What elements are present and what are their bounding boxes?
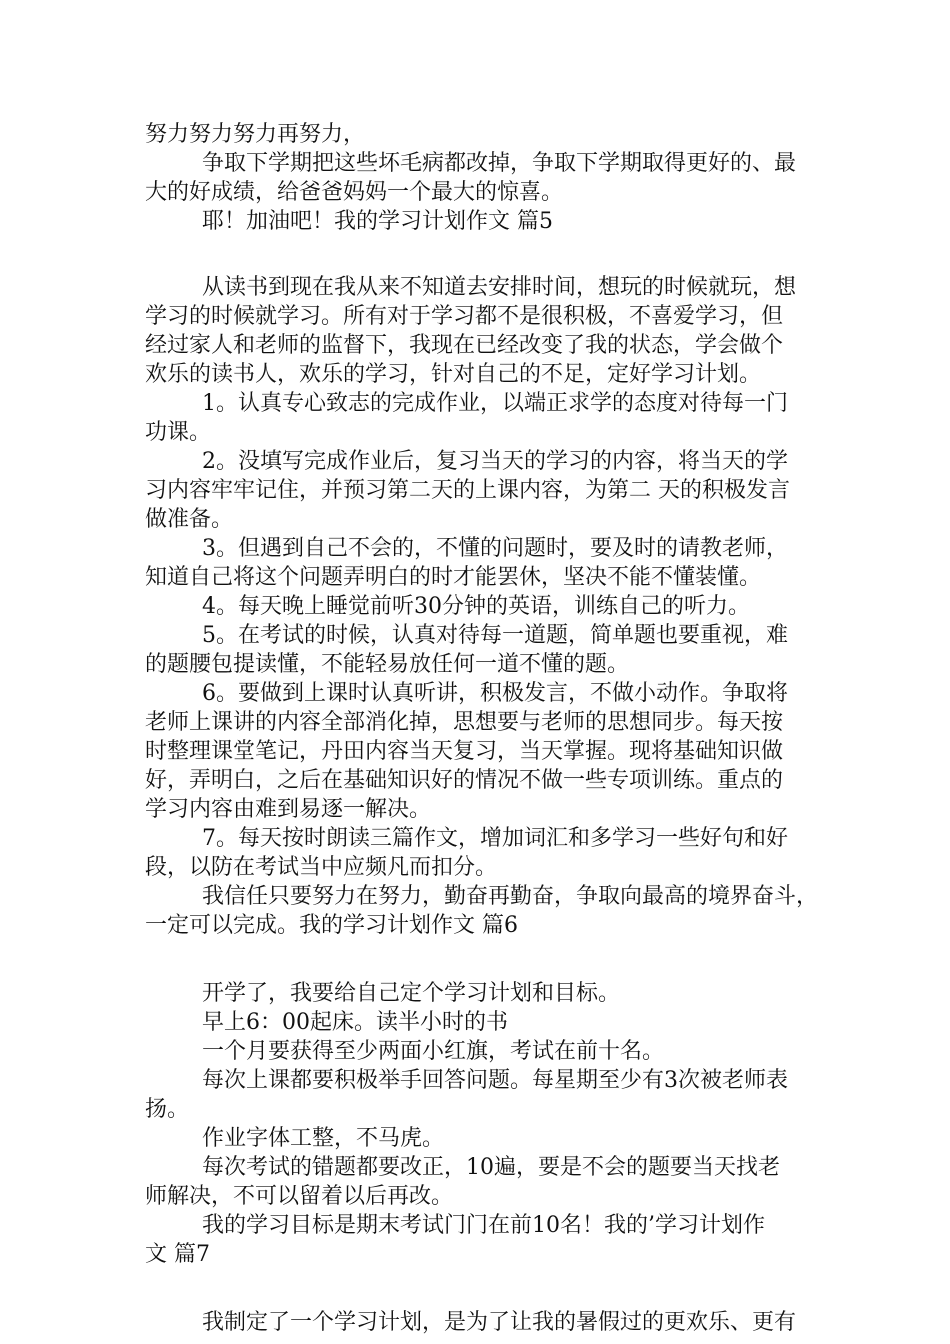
text-line: 耶！加油吧！我的学习计划作文 篇5 [202, 209, 553, 234]
text-line: 一定可以完成。我的学习计划作文 篇6 [145, 913, 518, 938]
text-line: 努力努力努力再努力， [145, 122, 366, 147]
text-line: 从读书到现在我从来不知道去安排时间，想玩的时候就玩，想 [202, 275, 797, 300]
text-line: 3。但遇到自己不会的，不懂的问题时，要及时的请教老师， [202, 536, 788, 561]
text-line: 作业字体工整，不马虎。 [202, 1126, 445, 1151]
text-line: 文 篇7 [145, 1242, 210, 1267]
text-line: 做准备。 [145, 507, 234, 532]
text-line: 1。认真专心致志的完成作业，以端正求学的态度对待每一门 [202, 391, 788, 416]
text-line: 学习内容由难到易逐一解决。 [145, 797, 432, 822]
text-line: 大的好成绩，给爸爸妈妈一个最大的惊喜。 [145, 180, 564, 205]
text-line: 段，以防在考试当中应频凡而扣分。 [145, 855, 498, 880]
text-line: 一个月要获得至少两面小红旗，考试在前十名。 [202, 1039, 665, 1064]
text-line: 学习的时候就学习。所有对于学习都不是很积极，不喜爱学习，但 [145, 304, 784, 329]
text-line: 2。没填写完成作业后，复习当天的学习的内容，将当天的学 [202, 449, 788, 474]
text-line: 争取下学期把这些坏毛病都改掉，争取下学期取得更好的、最 [202, 151, 797, 176]
text-line: 早上6：00起床。读半小时的书 [202, 1010, 508, 1035]
text-line: 老师上课讲的内容全部消化掉，思想要与老师的思想同步。每天按 [145, 710, 784, 735]
text-line: 我信任只要努力在努力，勤奋再勤奋，争取向最高的境界奋斗， [202, 884, 819, 909]
text-line: 师解决，不可以留着以后再改。 [145, 1184, 454, 1209]
text-line: 5。在考试的时候，认真对待每一道题，简单题也要重视，难 [202, 623, 788, 648]
text-line: 每次考试的错题都要改正，10遍，要是不会的题要当天找老 [202, 1155, 780, 1180]
text-line: 习内容牢牢记住，并预习第二天的上课内容，为第二 天的积极发言 [145, 478, 790, 503]
text-line: 时整理课堂笔记，丹田内容当天复习，当天掌握。现将基础知识做 [145, 739, 784, 764]
text-line: 好，弄明白，之后在基础知识好的情况不做一些专项训练。重点的 [145, 768, 784, 793]
text-line: 6。要做到上课时认真听讲，积极发言，不做小动作。争取将 [202, 681, 788, 706]
text-line: 扬。 [145, 1097, 190, 1122]
text-line: 每次上课都要积极举手回答问题。每星期至少有3次被老师表 [202, 1068, 788, 1093]
text-line: 知道自己将这个问题弄明白的时才能罢休，坚决不能不懂装懂。 [145, 565, 762, 590]
text-line: 的题腰包提读懂，不能轻易放任何一道不懂的题。 [145, 652, 630, 677]
text-line: 我制定了一个学习计划，是为了让我的暑假过的更欢乐、更有 [202, 1310, 797, 1335]
text-line: 经过家人和老师的监督下，我现在已经改变了我的状态，学会做个 [145, 333, 784, 358]
text-line: 4。每天晚上睡觉前听30分钟的英语，训练自己的听力。 [202, 594, 750, 619]
text-line: 欢乐的读书人，欢乐的学习，针对自己的不足，定好学习计划。 [145, 362, 762, 387]
text-line: 功课。 [145, 420, 212, 445]
text-line: 7。每天按时朗读三篇作文，增加词汇和多学习一些好句和好 [202, 826, 788, 851]
text-line: 我的学习目标是期末考试门门在前10名！我的’学习计划作 [202, 1213, 765, 1238]
text-line: 开学了，我要给自己定个学习计划和目标。 [202, 981, 621, 1006]
